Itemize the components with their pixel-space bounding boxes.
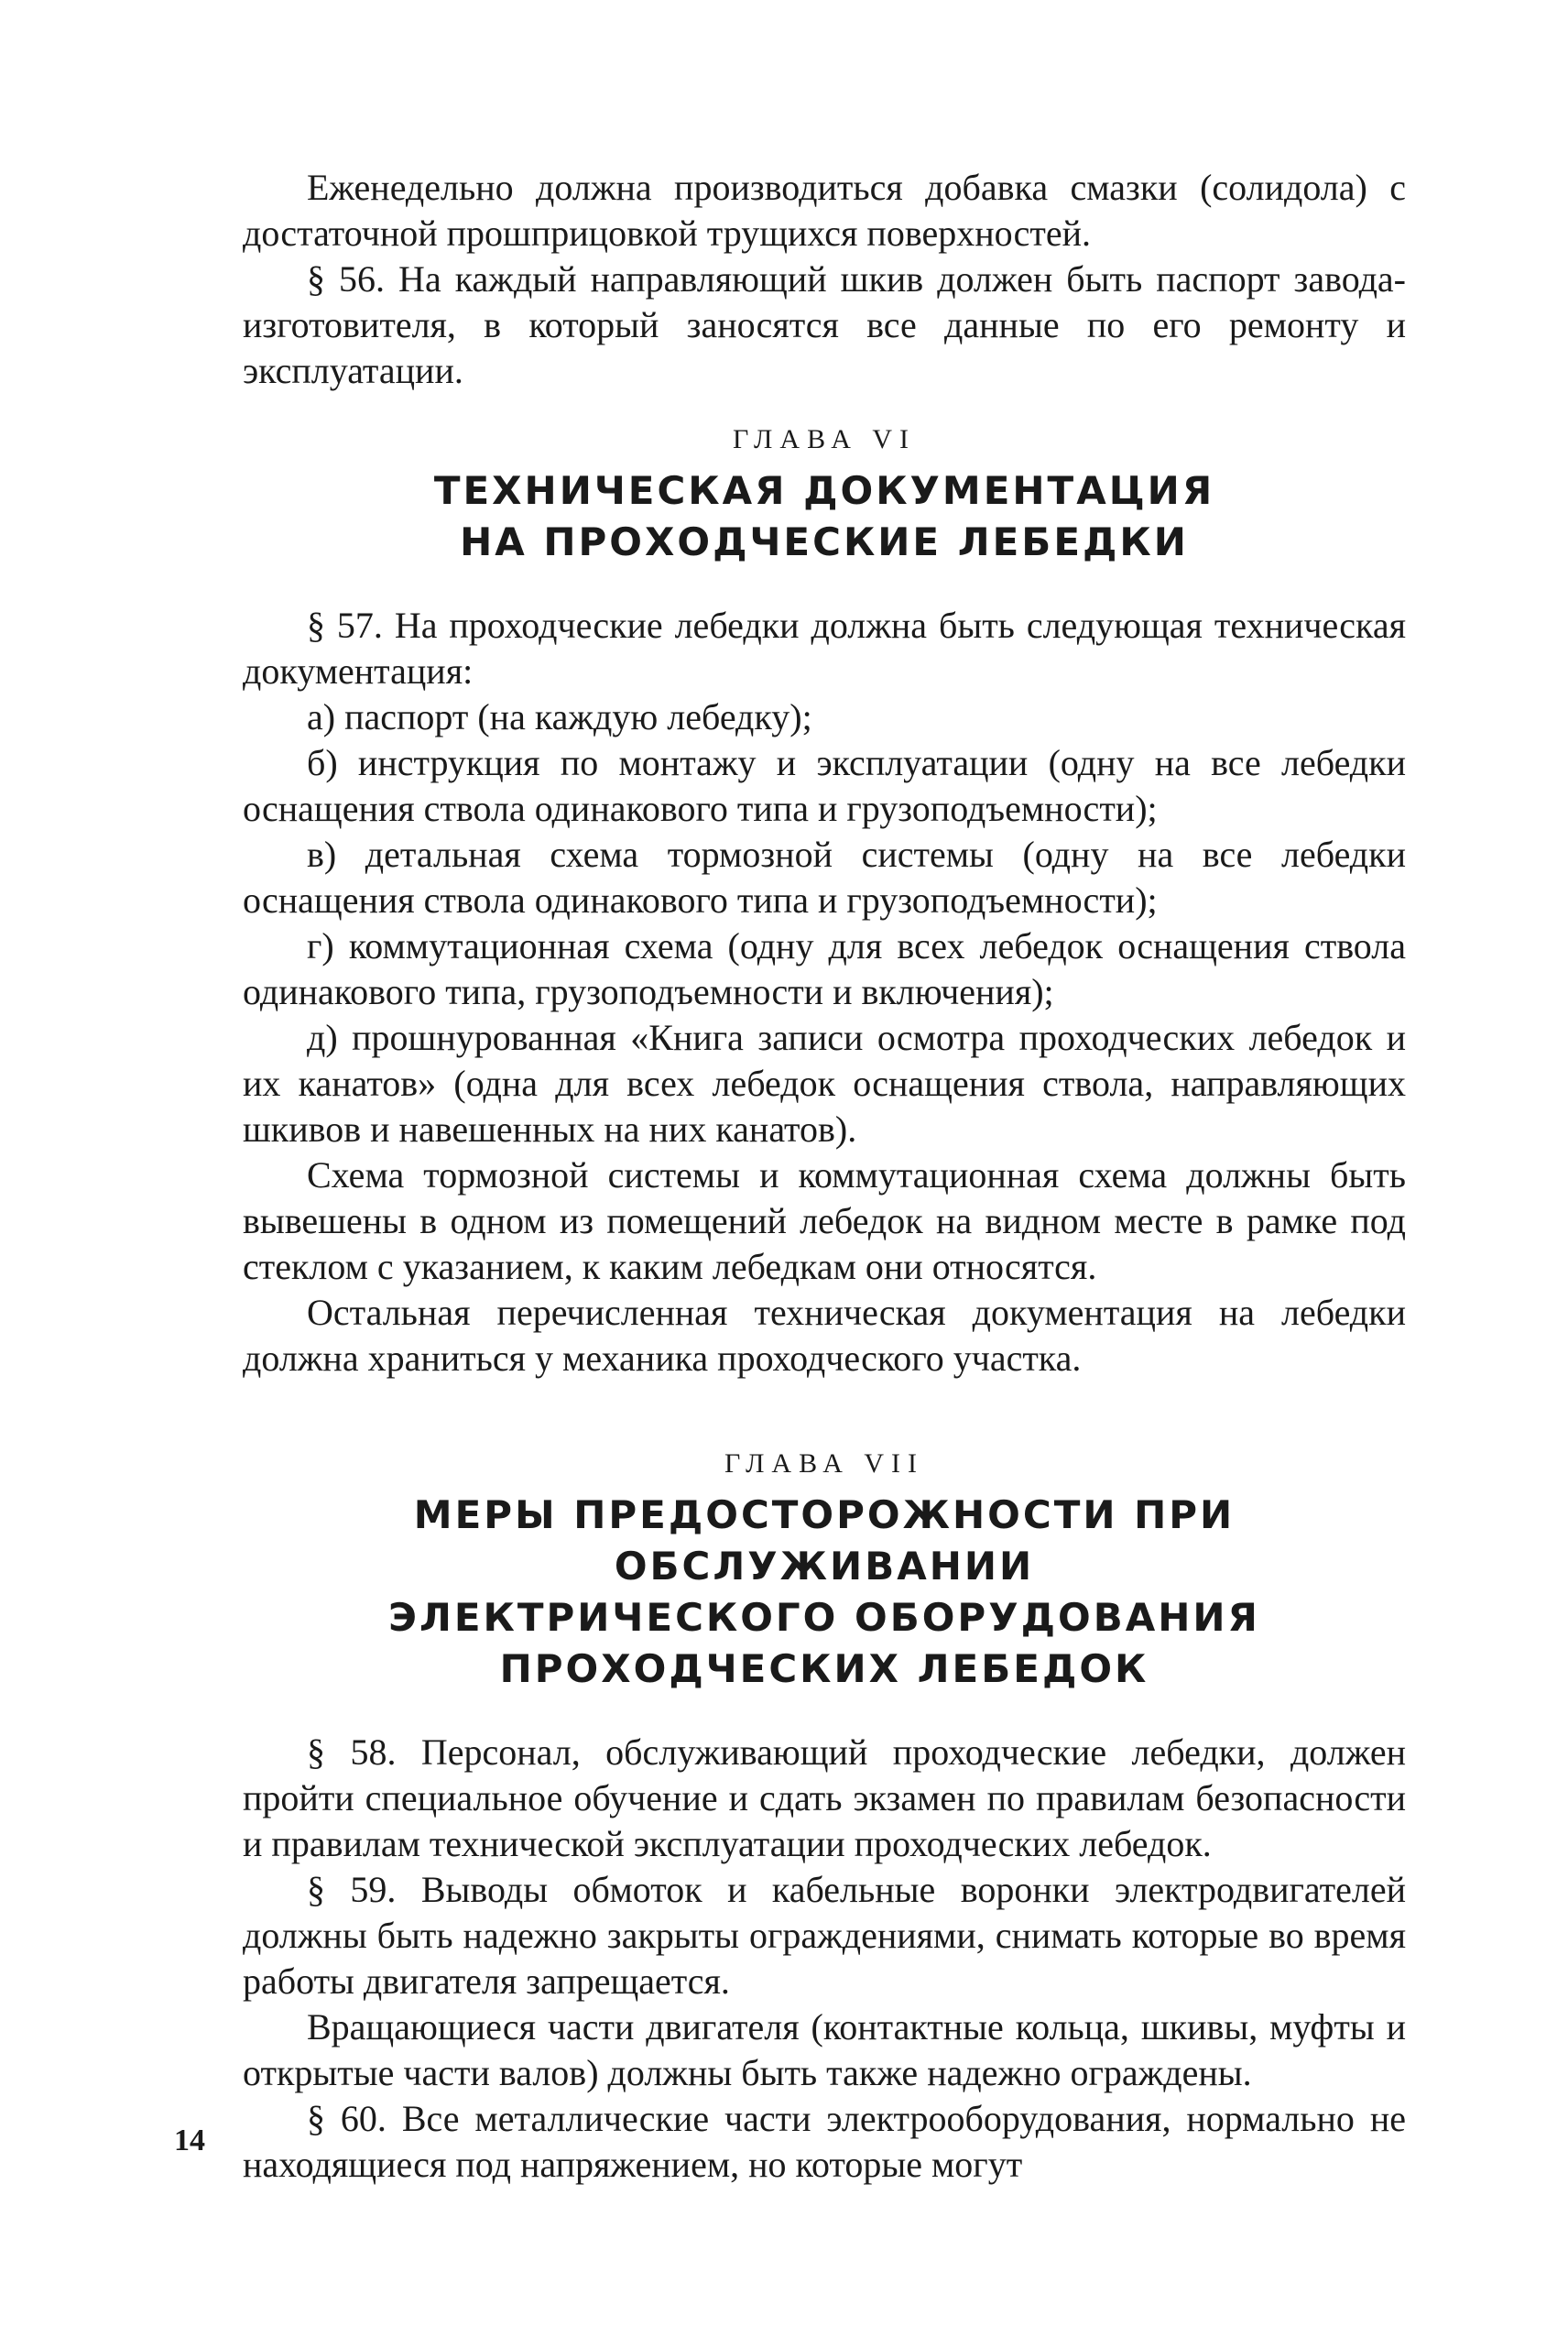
chapter-7-title-line-1: МЕРЫ ПРЕДОСТОРОЖНОСТИ ПРИ ОБСЛУЖИВАНИИ bbox=[413, 1492, 1236, 1589]
chapter-7-title-line-2: ЭЛЕКТРИЧЕСКОГО ОБОРУДОВАНИЯ bbox=[388, 1595, 1260, 1640]
chapter-6-label: ГЛАВА VI bbox=[732, 424, 917, 454]
chapter-7-title bbox=[243, 1490, 1406, 1695]
paragraph-scheme: Схема тормозной системы и коммутационная схема должны быть вывешены в одном из помещений лебедок на видном месте в рамке под стеклом с указанием, к каким лебедкам они относятся. bbox=[243, 1154, 1406, 1287]
chapter-6-title-line-2: НА ПРОХОДЧЕСКИЕ ЛЕБЕДКИ bbox=[460, 519, 1189, 564]
list-item-g: г) коммутационная схема (одну для всех лебедок оснащения ствола одинакового типа, грузоподъемности и включения); bbox=[243, 925, 1406, 1012]
paragraph-58: § 58. Персонал, обслуживающий проходческие лебедки, должен пройти специальное обучение и сдать экзамен по правилам безопасности и правилам технической эксплуатации проходческих лебедок. bbox=[243, 1731, 1406, 1864]
page-body bbox=[243, 165, 1406, 2188]
page-number: 14 bbox=[174, 2124, 205, 2157]
chapter-7-label: ГЛАВА VII bbox=[724, 1448, 925, 1479]
spacer bbox=[243, 1381, 1406, 1418]
paragraph-lubrication: Еженедельно должна производиться добавка смазки (солидола) с достаточной прошприцовкой трущихся поверхностей. bbox=[243, 167, 1406, 254]
list-item-v: в) детальная схема тормозной системы (одну на все лебедки оснащения ствола одинакового типа и грузоподъемности); bbox=[243, 834, 1406, 921]
list-item-d: д) прошнурованная «Книга записи осмотра проходческих лебедок и их канатов» (одна для всех лебедок оснащения ствола, направляющих шкивов и навешенных на них канатов). bbox=[243, 1017, 1406, 1150]
chapter-7-title-line-3: ПРОХОДЧЕСКИХ ЛЕБЕДОК bbox=[499, 1646, 1149, 1691]
paragraph-60: § 60. Все металлические части электрооборудования, нормально не находящиеся под напряжением, но которые могут bbox=[243, 2098, 1406, 2185]
paragraph-57: § 57. На проходческие лебедки должна быть следующая техническая документация: bbox=[243, 605, 1406, 692]
paragraph-rotating-parts: Вращающиеся части двигателя (контактные кольца, шкивы, муфты и открытые части валов) должны быть также надежно ограждены. bbox=[243, 2006, 1406, 2093]
paragraph-56: § 56. На каждый направляющий шкив должен быть паспорт завода-изготовителя, в который заносятся все данные по его ремонту и эксплуатации. bbox=[243, 258, 1406, 391]
paragraph-rest-docs: Остальная перечисленная техническая документация на лебедки должна храниться у механика проходческого участка. bbox=[243, 1292, 1406, 1379]
chapter-6-title-line-1: ТЕХНИЧЕСКАЯ ДОКУМЕНТАЦИЯ bbox=[433, 468, 1215, 513]
list-item-a: а) паспорт (на каждую лебедку); bbox=[307, 696, 812, 737]
paragraph-59: § 59. Выводы обмоток и кабельные воронки электродвигателей должны быть надежно закрыты ограждениями, снимать которые во время работы двигателя запрещается. bbox=[243, 1869, 1406, 2002]
list-item-b: б) инструкция по монтажу и эксплуатации (одну на все лебедки оснащения ствола одинакового типа и грузоподъемности); bbox=[243, 742, 1406, 829]
chapter-6-title bbox=[243, 465, 1406, 568]
